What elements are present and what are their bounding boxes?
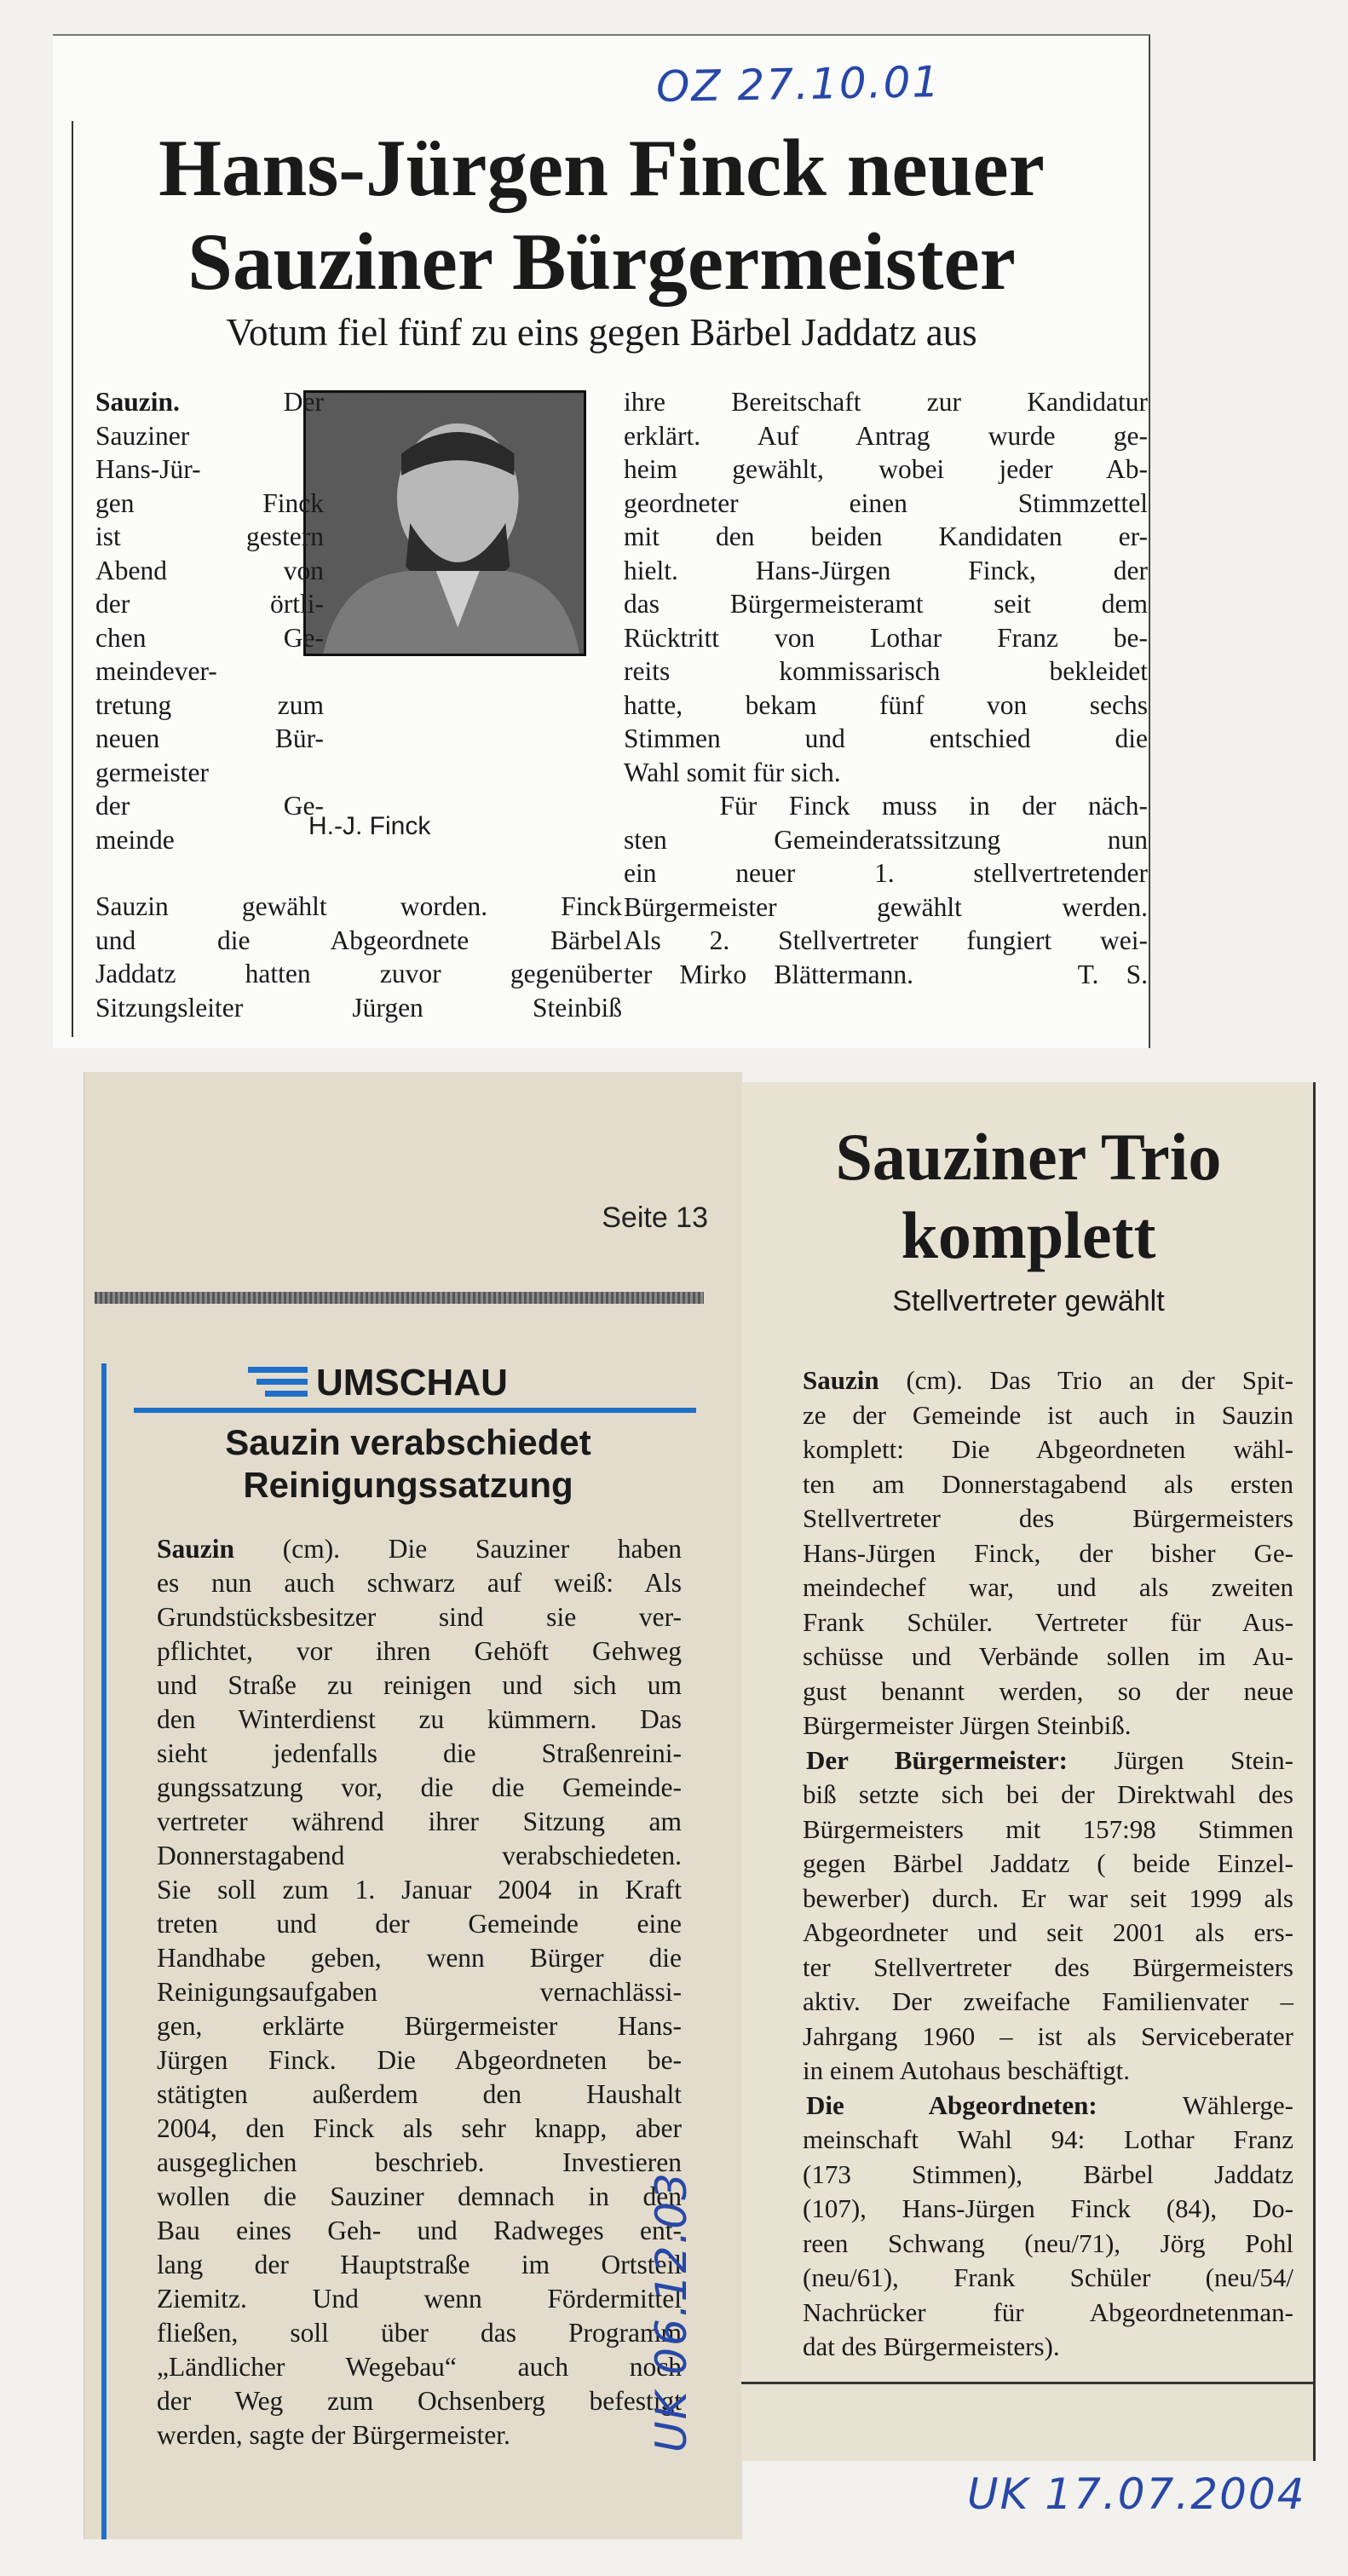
text-line: Jaddatz hatten zuvor gegenüber	[95, 959, 622, 988]
text-line: wollen die Sauziner demnach in den	[157, 2181, 682, 2211]
text-line: ze der Gemeinde ist auch in Sauzin	[803, 1399, 1293, 1430]
page-number-label: Seite 13	[602, 1202, 708, 1234]
text-line: Rücktritt von Lothar Franz be-	[624, 622, 1148, 653]
text-line: Abgeordneter und seit 2001 als ers-	[803, 1917, 1293, 1947]
text-line: Reinigungsaufgaben vernachlässi-	[157, 1977, 682, 2007]
text-line: ter Stellvertreter des Bürgermeisters	[803, 1951, 1293, 1982]
text-line: geordneter einen Stimmzettel	[624, 487, 1148, 518]
text-line: heim gewählt, wobei jeder Ab-	[624, 454, 1148, 484]
text-line: (neu/61), Frank Schüler (neu/54/	[803, 2262, 1293, 2292]
text-line: Als 2. Stellvertreter fungiert wei-	[624, 925, 1148, 955]
article-subheadline: Stellvertreter gewählt	[892, 1285, 1165, 1317]
text-line: und die Abgeordnete Bärbel	[95, 925, 622, 955]
section-logo-icon	[248, 1362, 316, 1403]
text-line: gen Finck	[95, 487, 324, 518]
portrait-illustration	[306, 393, 584, 654]
text-line: sieht jedenfalls die Straßenreini-	[157, 1738, 682, 1768]
text-line: ist gestern	[95, 522, 324, 551]
text-line: meindever-	[95, 656, 217, 686]
photo-caption: H.-J. Finck	[308, 812, 431, 840]
clipping-bottom-rule	[741, 2382, 1316, 2384]
text-line: Frank Schüler. Vertreter für Aus-	[803, 1606, 1293, 1637]
text-line: biß setzte sich bei der Direktwahl des	[803, 1779, 1293, 1809]
text-line: chen Ge-	[95, 622, 324, 653]
paragraph-lead: Die Abgeordneten:	[806, 2089, 1097, 2120]
text-line: mit den beiden Kandidaten er-	[624, 522, 1148, 551]
text-line: Abend von	[95, 555, 324, 585]
article-headline	[118, 1421, 698, 1507]
text-line: das Bürgermeisteramt seit dem	[624, 589, 1148, 619]
text-line: Wahl somit für sich.	[624, 757, 841, 787]
text-line: Hans-Jürgen Finck, der bisher Ge-	[803, 1537, 1293, 1568]
dateline: Sauzin	[803, 1365, 879, 1395]
clipping-oz-2001	[53, 34, 1150, 1048]
text-line: aktiv. Der zweifache Familienvater –	[803, 1986, 1293, 2016]
text-line: Sauzin gewählt worden. Finck	[95, 891, 622, 921]
article-body	[803, 1363, 1293, 2365]
text-line: erklärt. Auf Antrag wurde ge-	[624, 420, 1148, 451]
handwritten-date-annotation: UK 17.07.2004	[967, 2469, 1306, 2519]
text-line: 2004, den Finck als sehr knapp, aber	[157, 2113, 682, 2143]
article-subheadline: Votum fiel fünf zu eins gegen Bärbel Jaddatz aus	[226, 311, 977, 354]
text-line: tretung zum	[95, 689, 324, 720]
text-line: Bau eines Geh- und Radweges ent-	[157, 2216, 682, 2245]
article-headline	[741, 1118, 1316, 1275]
text-line: gungssatzung vor, die die Gemeinde-	[157, 1772, 682, 1802]
text-line: Nachrücker für Abgeordnetenman-	[803, 2297, 1293, 2327]
text-line: vertreter während ihrer Sitzung am	[157, 1807, 682, 1836]
text-line: (173 Stimmen), Bärbel Jaddatz	[803, 2158, 1293, 2189]
text-line: hatte, bekam fünf von sechs	[624, 689, 1148, 720]
headline-line-1: Sauziner Trio	[835, 1120, 1222, 1194]
text-line: Ziemitz. Und wenn Fördermittel	[157, 2284, 682, 2314]
dateline: Sauzin	[157, 1534, 235, 1564]
text-line: reits kommissarisch bekleidet	[624, 656, 1148, 686]
text-line: ihre Bereitschaft zur Kandidatur	[624, 387, 1148, 417]
section-accent-bar	[101, 1363, 107, 2539]
dateline: Sauzin.	[95, 387, 180, 417]
text-line: Sauziner	[95, 420, 190, 451]
text-line: gust benannt werden, so der neue	[803, 1675, 1293, 1706]
text-line: ten am Donnerstagabend als ersten	[803, 1468, 1293, 1499]
text-line: germeister	[95, 757, 209, 787]
text-line: werden, sagte der Bürgermeister.	[157, 2420, 510, 2450]
article-headline	[53, 121, 1150, 308]
text-line: ausgeglichen beschrieb. Investieren	[157, 2147, 682, 2177]
text-line: neuen Bür-	[95, 723, 324, 753]
text-line: komplett: Die Abgeordneten wähl-	[803, 1434, 1293, 1464]
section-label: UMSCHAU	[316, 1362, 508, 1403]
handwritten-date-annotation: UK 06.12.03	[647, 2171, 696, 2452]
text-line: meinschaft Wahl 94: Lothar Franz	[803, 2124, 1293, 2154]
text-line: Wählerge-	[1097, 2089, 1293, 2120]
clipping-uk-2004	[741, 1082, 1316, 2461]
paragraph-lead: Der Bürgermeister:	[806, 1744, 1068, 1775]
text-line: Jürgen Finck. Die Abgeordneten be-	[157, 2045, 682, 2075]
text-line: meindechef war, und als zweiten	[803, 1572, 1293, 1602]
section-underline	[134, 1408, 696, 1413]
text-line: Stellvertreter des Bürgermeisters	[803, 1503, 1293, 1533]
text-line: den Winterdienst zu kümmern. Das	[157, 1704, 682, 1734]
handwritten-date-annotation: OZ 27.10.01	[655, 57, 942, 112]
text-line: (cm). Das Trio an der Spit-	[879, 1365, 1293, 1395]
text-line: Der	[179, 387, 324, 417]
text-line: „Ländlicher Wegebau“ auch noch	[157, 2352, 682, 2382]
text-line: fließen, soll über das Programm	[157, 2318, 682, 2348]
headline-line-1: Sauzin verabschiedet	[225, 1422, 591, 1462]
text-line: Stimmen und entschied die	[624, 723, 1148, 753]
text-line: bewerber) durch. Er war seit 1999 als	[803, 1882, 1293, 1913]
text-line: Bürgermeister gewählt werden.	[624, 891, 1148, 922]
text-line: Bürgermeister Jürgen Steinbiß.	[803, 1710, 1132, 1740]
text-line: lang der Hauptstraße im Ortsteil	[157, 2250, 682, 2279]
text-line: der örtli-	[95, 589, 324, 619]
article-body	[157, 1532, 682, 2452]
text-line: Jürgen Stein-	[1067, 1744, 1293, 1775]
headline-line-2: Sauziner Bürgermeister	[187, 216, 1016, 307]
text-line: Donnerstagabend verabschiedeten.	[157, 1841, 682, 1870]
text-line: der Ge-	[95, 791, 324, 821]
headline-line-2: komplett	[901, 1198, 1156, 1272]
headline-line-1: Hans-Jürgen Finck neuer	[158, 123, 1045, 213]
text-line: reen Schwang (neu/71), Jörg Pohl	[803, 2227, 1293, 2258]
text-line: Für Finck muss in der näch-	[624, 791, 1148, 821]
article-column-left-narrow	[95, 385, 324, 856]
article-column-right	[624, 385, 1148, 991]
text-line: ein neuer 1. stellvertretender	[624, 858, 1148, 888]
text-line: der Weg zum Ochsenberg befestigt	[157, 2386, 682, 2416]
text-line: Sitzungsleiter Jürgen Steinbiß	[95, 992, 622, 1023]
text-line: ter Mirko Blättermann. T. S.	[624, 959, 1148, 989]
text-line: (cm). Die Sauziner haben	[234, 1534, 682, 1564]
text-line: stätigten außerdem den Haushalt	[157, 2079, 682, 2109]
headline-line-2: Reinigungssatzung	[243, 1465, 573, 1505]
portrait-photo	[303, 390, 586, 656]
text-line: dat des Bürgermeisters).	[803, 2331, 1060, 2361]
text-line: treten und der Gemeinde eine	[157, 1909, 682, 1939]
article-column-left-wide	[95, 890, 622, 1024]
text-line: Grundstücksbesitzer sind sie ver-	[157, 1602, 682, 1632]
text-line: (107), Hans-Jürgen Finck (84), Do-	[803, 2193, 1293, 2223]
clipping-uk-2003	[84, 1072, 742, 2539]
text-line: Hans-Jür-	[95, 454, 201, 484]
text-line: Bürgermeisters mit 157:98 Stimmen	[803, 1813, 1293, 1844]
text-line: meinde	[95, 824, 175, 855]
text-line: pflichtet, vor ihren Gehöft Gehweg	[157, 1636, 682, 1666]
text-line: sten Gemeinderatssitzung nun	[624, 824, 1148, 855]
text-line: Jahrgang 1960 – ist als Serviceberater	[803, 2020, 1293, 2051]
text-line: gen, erklärte Bürgermeister Hans-	[157, 2011, 682, 2041]
text-line: schüsse und Verbände sollen im Au-	[803, 1641, 1293, 1671]
text-line: und Straße zu reinigen und sich um	[157, 1670, 682, 1700]
text-line: Handhabe geben, wenn Bürger die	[157, 1943, 682, 1973]
text-line: Sie soll zum 1. Januar 2004 in Kraft	[157, 1875, 682, 1905]
text-line: es nun auch schwarz auf weiß: Als	[157, 1568, 682, 1598]
header-rule	[95, 1292, 704, 1304]
text-line: gegen Bärbel Jaddatz ( beide Einzel-	[803, 1848, 1293, 1878]
text-line: hielt. Hans-Jürgen Finck, der	[624, 555, 1148, 585]
text-line: in einem Autohaus beschäftigt.	[803, 2055, 1130, 2085]
